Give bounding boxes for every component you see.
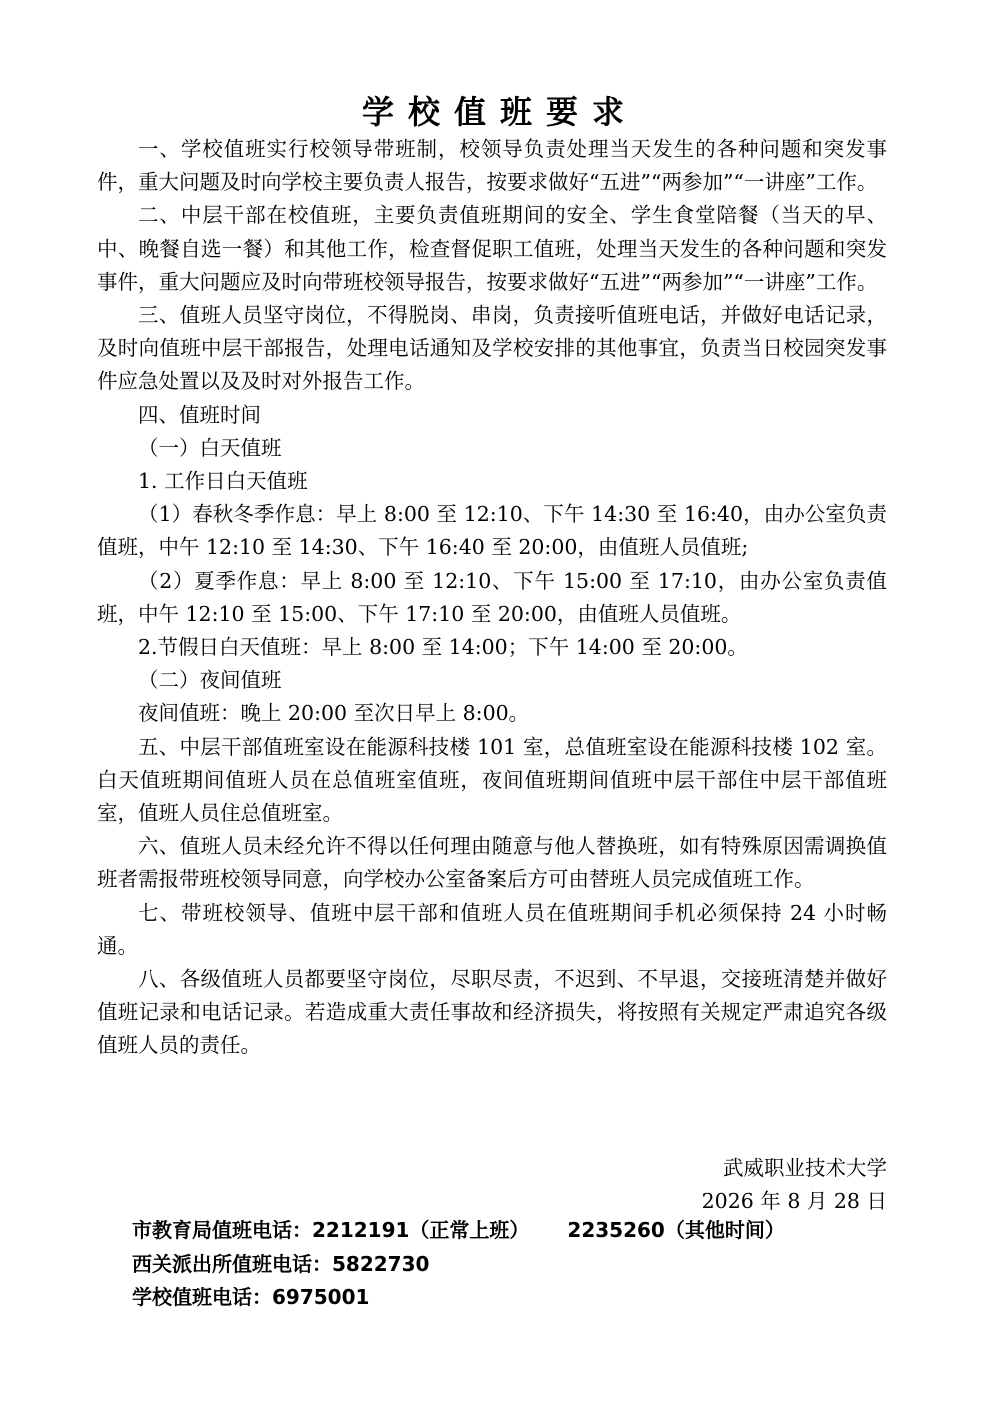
edu-bureau-normal-number: 2212191（正常上班） (312, 1218, 530, 1242)
police-number: 5822730 (332, 1251, 430, 1276)
school-number: 6975001 (272, 1285, 370, 1309)
phone-row-edu-bureau (132, 1214, 972, 1248)
paragraph-3: 三、值班人员坚守岗位，不得脱岗、串岗，负责接听值班电话，并做好电话记录，及时向值班中层干部报告，处理电话通知及学校安排的其他事宜，负责当日校园突发事件应急处置以及及时对外报告工作。 (97, 303, 887, 394)
paragraph-night-duty: 夜间值班：晚上 20:00 至次日早上 8:00。 (138, 701, 530, 726)
signature-date: 2026 年 8 月 28 日 (701, 1189, 887, 1213)
section-heading-duty-time: 四、值班时间 (138, 402, 261, 427)
paragraph-summer: （2）夏季作息：早上 8:00 至 12:10、下午 15:00 至 17:10，由办公室负责值班，中午 12:10 至 15:00、下午 17:10 至 20:00，由值班人员值班。 (97, 568, 887, 626)
paragraph-6: 六、值班人员未经允许不得以任何理由随意与他人替换班，如有特殊原因需调换值班者需报带班校领导同意，向学校办公室备案后方可由替班人员完成值班工作。 (97, 834, 887, 892)
phone-list (132, 1214, 972, 1315)
paragraph-2: 二、中层干部在校值班，主要负责值班期间的安全、学生食堂陪餐（当天的早、中、晚餐自选一餐）和其他工作，检查督促职工值班，处理当天发生的各种问题和突发事件，重大问题应及时向带班校领导报告，按要求做好“五进”“两参加”“一讲座”工作。 (97, 203, 887, 294)
paragraph-holiday-duty: 2.节假日白天值班：早上 8:00 至 14:00；下午 14:00 至 20:00。 (138, 635, 748, 660)
edu-bureau-label: 市教育局值班电话： (132, 1218, 312, 1242)
paragraph-5: 五、中层干部值班室设在能源科技楼 101 室，总值班室设在能源科技楼 102 室。白天值班期间值班人员在总值班室值班，夜间值班期间值班中层干部住中层干部值班室，值班人员住总值班室。 (97, 734, 887, 826)
paragraph-1: 一、学校值班实行校领导带班制，校领导负责处理当天发生的各种问题和突发事件，重大问题及时向学校主要负责人报告，按要求做好“五进”“两参加”“一讲座”工作。 (97, 137, 887, 195)
police-label: 西关派出所值班电话： (132, 1251, 332, 1276)
document-title: 学校值班要求 (361, 93, 638, 131)
paragraph-8: 八、各级值班人员都要坚守岗位，尽职尽责，不迟到、不早退，交接班清楚并做好值班记录和电话记录。若造成重大责任事故和经济损失，将按照有关规定严肃追究各级值班人员的责任。 (97, 967, 887, 1058)
phone-row-police (132, 1248, 972, 1282)
phone-row-school (132, 1281, 972, 1315)
paragraph-spring-autumn-winter: （1）春秋冬季作息：早上 8:00 至 12:10、下午 14:30 至 16:40，由办公室负责值班，中午 12:10 至 14:30、下午 16:40 至 20:00，由值班人员值班; (97, 502, 887, 560)
subheading-workday-duty: 1. 工作日白天值班 (138, 469, 308, 494)
edu-bureau-other-number: 2235260（其他时间） (567, 1218, 785, 1242)
paragraph-7: 七、带班校领导、值班中层干部和值班人员在值班期间手机必须保持 24 小时畅通。 (97, 900, 887, 958)
document-body (97, 133, 887, 1063)
school-label: 学校值班电话： (132, 1285, 272, 1309)
signature-org: 武威职业技术大学 (723, 1156, 887, 1180)
subheading-daytime-duty: （一）白天值班 (138, 435, 282, 460)
subheading-night-duty: （二）夜间值班 (138, 668, 282, 693)
